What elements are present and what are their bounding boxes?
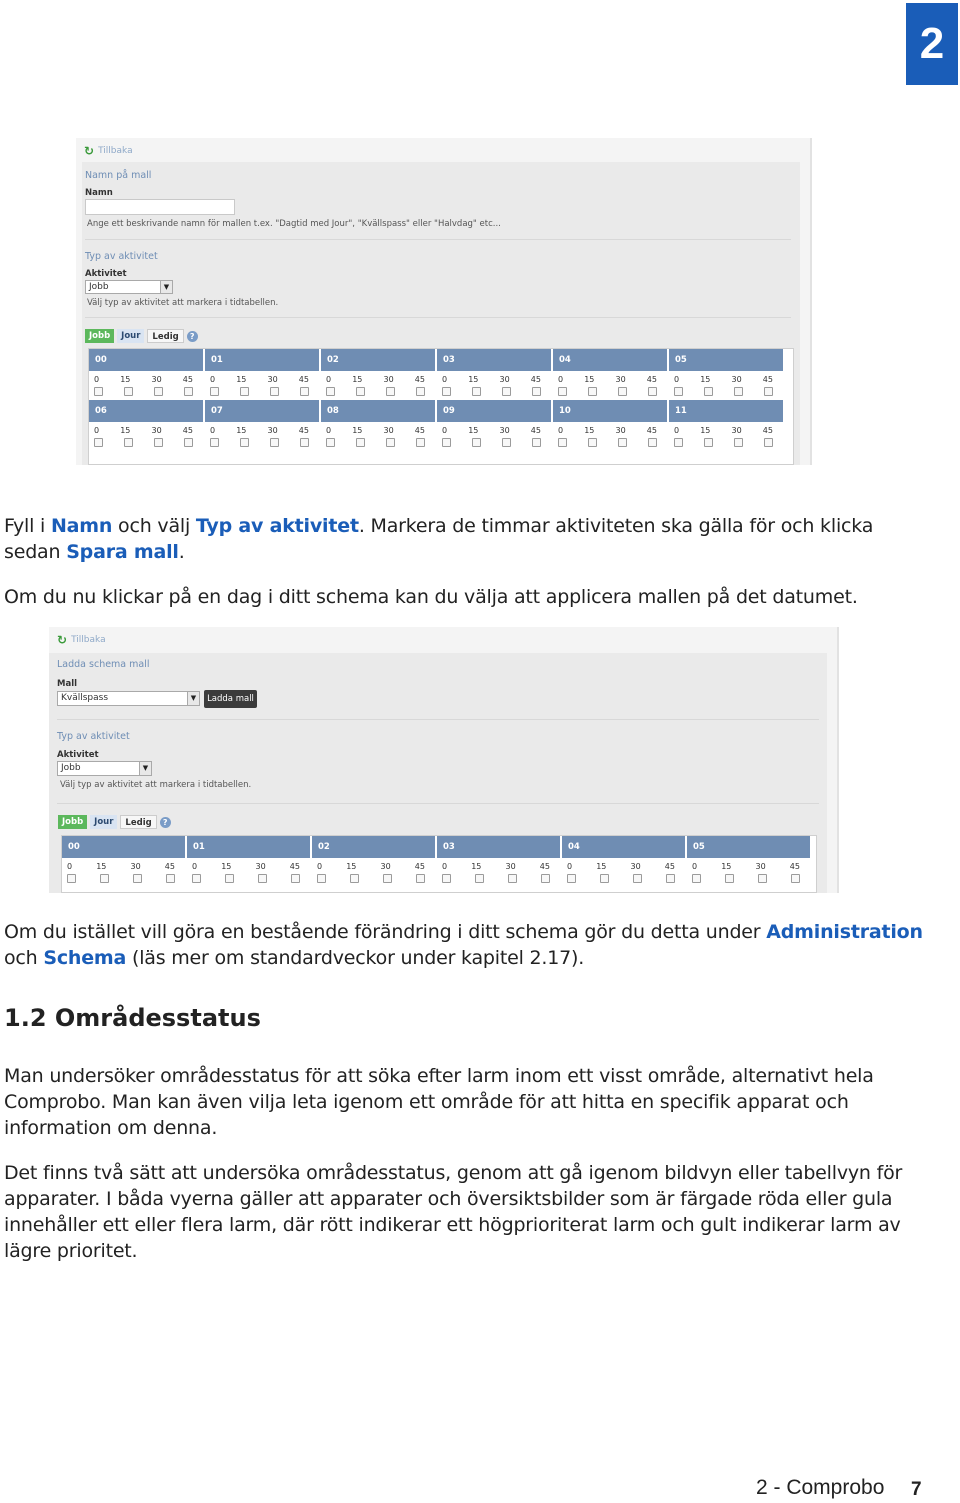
hour-block: [62, 836, 187, 883]
minute-checkbox[interactable]: [166, 874, 175, 883]
minute-label: 30: [267, 375, 278, 384]
minute-label: 0: [442, 862, 448, 871]
minute-checkboxes: [89, 435, 203, 447]
minute-label: 0: [674, 375, 680, 384]
minute-checkbox[interactable]: [674, 387, 683, 396]
minute-labels: [687, 858, 810, 871]
minute-label: 15: [236, 375, 247, 384]
activity-select[interactable]: Jobb ▼: [85, 280, 173, 294]
minute-checkboxes: [205, 384, 319, 396]
term-spara-mall: Spara mall: [66, 541, 179, 563]
minute-label: 15: [471, 862, 482, 871]
minute-label: 30: [255, 862, 266, 871]
minute-checkbox[interactable]: [541, 874, 550, 883]
hour-block: [205, 400, 321, 447]
chevron-down-icon: ▼: [187, 692, 199, 705]
minute-checkbox[interactable]: [326, 387, 335, 396]
minute-checkboxes: [437, 384, 551, 396]
minute-label: 0: [210, 375, 216, 384]
minute-checkbox[interactable]: [300, 438, 309, 447]
footer-label: 2 - Comprobo: [756, 1476, 885, 1499]
minute-checkbox[interactable]: [270, 387, 279, 396]
minute-checkbox[interactable]: [475, 874, 484, 883]
minute-checkboxes: [62, 871, 185, 883]
hour-block: [562, 836, 687, 883]
minute-checkboxes: [321, 435, 435, 447]
minute-label: 15: [700, 426, 711, 435]
minute-checkbox[interactable]: [386, 387, 395, 396]
hour-block: [321, 349, 437, 396]
screenshot-load-template: [49, 627, 839, 893]
minute-label: 30: [383, 375, 394, 384]
minute-checkbox[interactable]: [67, 874, 76, 883]
hour-header[interactable]: 01: [205, 349, 319, 371]
minute-checkbox[interactable]: [600, 874, 609, 883]
minute-checkbox[interactable]: [567, 874, 576, 883]
minute-labels: [321, 371, 435, 384]
minute-label: 45: [762, 426, 773, 435]
hour-header[interactable]: 05: [669, 349, 783, 371]
chevron-down-icon: ▼: [139, 762, 151, 775]
minute-checkbox[interactable]: [666, 874, 675, 883]
minute-label: 45: [762, 375, 773, 384]
hour-row: [89, 400, 793, 447]
minute-label: 30: [130, 862, 141, 871]
minute-label: 30: [630, 862, 641, 871]
minute-checkbox[interactable]: [383, 874, 392, 883]
back-link[interactable]: ↻ Tillbaka: [57, 633, 106, 647]
minute-checkboxes: [562, 871, 685, 883]
minute-checkboxes: [205, 435, 319, 447]
paragraph-apply-template: Om du nu klickar på en dag i ditt schema kan du välja att applicera mallen på det datumet.: [4, 586, 858, 608]
minute-label: 45: [298, 426, 309, 435]
back-link[interactable]: ↻ Tillbaka: [84, 144, 133, 158]
section-title: Namn på mall: [85, 170, 152, 181]
minute-label: 15: [352, 375, 363, 384]
minute-labels: [553, 422, 667, 435]
minute-checkboxes: [669, 384, 783, 396]
minute-checkbox[interactable]: [588, 438, 597, 447]
hour-block: [553, 400, 669, 447]
minute-label: 45: [664, 862, 675, 871]
chevron-down-icon: ▼: [160, 281, 172, 293]
hour-block: [89, 400, 205, 447]
minute-checkbox[interactable]: [416, 438, 425, 447]
minute-labels: [562, 858, 685, 871]
minute-checkbox[interactable]: [291, 874, 300, 883]
minute-label: 15: [96, 862, 107, 871]
minute-label: 0: [692, 862, 698, 871]
back-arrow-icon: ↻: [57, 633, 68, 647]
template-label: Mall: [57, 679, 78, 689]
minute-checkbox[interactable]: [356, 438, 365, 447]
hour-block: [437, 349, 553, 396]
minute-label: 30: [505, 862, 516, 871]
legend-jobb[interactable]: Jobb: [85, 329, 114, 343]
legend-ledig[interactable]: Ledig: [147, 329, 183, 343]
term-administration: Administration: [766, 921, 923, 943]
minute-label: 0: [674, 426, 680, 435]
back-arrow-icon: ↻: [84, 144, 95, 158]
minute-checkbox[interactable]: [184, 387, 193, 396]
section-title: Ladda schema mall: [57, 659, 150, 670]
minute-checkbox[interactable]: [192, 874, 201, 883]
minute-checkboxes: [553, 384, 667, 396]
minute-checkbox[interactable]: [502, 387, 511, 396]
minute-label: 45: [530, 426, 541, 435]
minute-labels: [669, 422, 783, 435]
hour-header[interactable]: 11: [669, 400, 783, 422]
minute-label: 30: [267, 426, 278, 435]
form-card: [49, 653, 827, 893]
legend-jour[interactable]: Jour: [117, 329, 144, 343]
minute-label: 0: [558, 375, 564, 384]
minute-checkbox[interactable]: [225, 874, 234, 883]
minute-label: 15: [584, 375, 595, 384]
minute-checkbox[interactable]: [633, 874, 642, 883]
minute-checkbox[interactable]: [270, 438, 279, 447]
minute-checkbox[interactable]: [758, 874, 767, 883]
minute-label: 0: [567, 862, 573, 871]
minute-checkboxes: [669, 435, 783, 447]
hour-header[interactable]: 05: [687, 836, 810, 858]
hour-header[interactable]: 02: [312, 836, 435, 858]
hour-block: [205, 349, 321, 396]
divider: [85, 239, 791, 240]
minute-label: 30: [499, 375, 510, 384]
minute-label: 0: [442, 375, 448, 384]
hour-header[interactable]: 00: [89, 349, 203, 371]
minute-checkbox[interactable]: [210, 387, 219, 396]
minute-checkboxes: [437, 435, 551, 447]
minute-checkbox[interactable]: [416, 387, 425, 396]
minute-label: 30: [615, 426, 626, 435]
hour-header[interactable]: 04: [562, 836, 685, 858]
minute-label: 0: [94, 426, 100, 435]
name-hint: Ange ett beskrivande namn för mallen t.ex. "Dagtid med Jour", "Kvällspass" eller "Halvdag" etc...: [87, 219, 501, 229]
legend-jobb[interactable]: Jobb: [58, 815, 87, 829]
minute-label: 30: [151, 375, 162, 384]
term-schema: Schema: [43, 947, 127, 969]
hour-header[interactable]: 07: [205, 400, 319, 422]
minute-labels: [321, 422, 435, 435]
minute-label: 15: [352, 426, 363, 435]
legend-ledig[interactable]: Ledig: [120, 815, 156, 829]
hour-header[interactable]: 01: [187, 836, 310, 858]
minute-checkbox[interactable]: [704, 438, 713, 447]
paragraph-area-status: Man undersöker områdesstatus för att söka efter larm inom ett visst område, alternativt hela Comprobo. Man kan även vilja leta igenom ett område för att hitta en specifik apparat och information om denna.: [4, 1065, 874, 1139]
chapter-number: 2: [919, 19, 945, 68]
minute-label: 15: [721, 862, 732, 871]
hour-block: [437, 836, 562, 883]
section-heading: 1.2 Områdesstatus: [4, 1004, 261, 1032]
paragraph-views: Det finns två sätt att undersöka områdesstatus, genom att gå igenom bildvyn eller tabellvyn för apparater. I båda vyerna gäller att apparater och översiktsbilder som är färgade röda eller gula innehåller ett eller flera larm, där rött indikerar ett högprioriterat larm och gult indikerar larm av lägre prioritet.: [4, 1162, 903, 1262]
minute-label: 30: [731, 426, 742, 435]
minute-label: 45: [414, 862, 425, 871]
activity-select[interactable]: Jobb ▼: [57, 761, 152, 776]
hour-header[interactable]: 02: [321, 349, 435, 371]
minute-checkbox[interactable]: [442, 438, 451, 447]
minute-label: 15: [236, 426, 247, 435]
hour-block: [187, 836, 312, 883]
minute-label: 30: [755, 862, 766, 871]
minute-label: 0: [67, 862, 73, 871]
minute-labels: [553, 371, 667, 384]
hour-block: [669, 400, 785, 447]
hour-block: [669, 349, 785, 396]
hour-header[interactable]: 03: [437, 836, 560, 858]
minute-checkbox[interactable]: [442, 874, 451, 883]
minute-checkbox[interactable]: [416, 874, 425, 883]
load-template-button[interactable]: Ladda mall: [204, 690, 257, 708]
form-card: [82, 162, 800, 465]
legend-jour[interactable]: Jour: [90, 815, 117, 829]
minute-checkbox[interactable]: [154, 387, 163, 396]
minute-checkbox[interactable]: [472, 387, 481, 396]
minute-label: 45: [530, 375, 541, 384]
minute-checkbox[interactable]: [618, 387, 627, 396]
minute-checkboxes: [553, 435, 667, 447]
hour-block: [437, 400, 553, 447]
hour-header[interactable]: 03: [437, 349, 551, 371]
minute-checkbox[interactable]: [94, 387, 103, 396]
hour-header[interactable]: 04: [553, 349, 667, 371]
page-number: 7: [911, 1479, 922, 1500]
minute-checkbox[interactable]: [532, 438, 541, 447]
hour-header[interactable]: 10: [553, 400, 667, 422]
minute-label: 45: [298, 375, 309, 384]
minute-label: 15: [221, 862, 232, 871]
minute-checkbox[interactable]: [674, 438, 683, 447]
minute-checkbox[interactable]: [326, 438, 335, 447]
minute-checkbox[interactable]: [558, 387, 567, 396]
divider: [57, 803, 819, 804]
minute-labels: [312, 858, 435, 871]
hour-block: [687, 836, 812, 883]
minute-checkbox[interactable]: [124, 387, 133, 396]
minute-labels: [205, 371, 319, 384]
name-input[interactable]: [85, 199, 235, 215]
hour-header[interactable]: 06: [89, 400, 203, 422]
minute-checkbox[interactable]: [734, 438, 743, 447]
minute-label: 0: [326, 375, 332, 384]
minute-checkbox[interactable]: [764, 438, 773, 447]
minute-label: 30: [731, 375, 742, 384]
minute-checkbox[interactable]: [154, 438, 163, 447]
activity-hint: Välj typ av aktivitet att markera i tidtabellen.: [60, 780, 252, 790]
divider: [57, 719, 819, 720]
activity-hint: Välj typ av aktivitet att markera i tidtabellen.: [87, 298, 279, 308]
hour-header[interactable]: 00: [62, 836, 185, 858]
minute-checkbox[interactable]: [240, 438, 249, 447]
minute-checkbox[interactable]: [317, 874, 326, 883]
minute-checkbox[interactable]: [100, 874, 109, 883]
minute-checkbox[interactable]: [240, 387, 249, 396]
minute-checkbox[interactable]: [648, 438, 657, 447]
minute-checkbox[interactable]: [734, 387, 743, 396]
term-namn: Namn: [50, 515, 113, 537]
minute-label: 30: [151, 426, 162, 435]
screenshot-save-template: [76, 138, 812, 465]
minute-label: 45: [646, 375, 657, 384]
minute-label: 45: [789, 862, 800, 871]
minute-label: 0: [558, 426, 564, 435]
paragraph-administration: Om du istället vill göra en bestående förändring i ditt schema gör du detta under Administration och Schema (läs mer om standardveckor under kapitel 2.17).: [4, 921, 923, 969]
minute-labels: [669, 371, 783, 384]
minute-checkbox[interactable]: [184, 438, 193, 447]
minute-label: 30: [615, 375, 626, 384]
minute-checkbox[interactable]: [791, 874, 800, 883]
term-typ-av-aktivitet: Typ av aktivitet: [195, 515, 359, 537]
minute-label: 15: [700, 375, 711, 384]
minute-label: 45: [414, 426, 425, 435]
activity-legend: [58, 815, 171, 829]
hour-block: [321, 400, 437, 447]
minute-checkbox[interactable]: [350, 874, 359, 883]
minute-checkbox[interactable]: [532, 387, 541, 396]
minute-checkbox[interactable]: [356, 387, 365, 396]
minute-label: 45: [539, 862, 550, 871]
minute-checkbox[interactable]: [94, 438, 103, 447]
minute-checkbox[interactable]: [725, 874, 734, 883]
minute-checkboxes: [687, 871, 810, 883]
hour-grid: [61, 835, 817, 893]
minute-labels: [89, 371, 203, 384]
paragraph-instructions: Fyll i Namn och välj Typ av aktivitet. Markera de timmar aktiviteten ska gälla för och klicka sedan Spara mall.: [4, 515, 874, 563]
minute-checkboxes: [89, 384, 203, 396]
minute-checkboxes: [437, 871, 560, 883]
minute-label: 15: [596, 862, 607, 871]
minute-label: 45: [182, 426, 193, 435]
chapter-tab: [906, 3, 958, 85]
minute-label: 45: [646, 426, 657, 435]
minute-label: 45: [414, 375, 425, 384]
template-select[interactable]: Kvällspass ▼: [57, 691, 200, 706]
minute-checkbox[interactable]: [386, 438, 395, 447]
minute-checkbox[interactable]: [558, 438, 567, 447]
minute-label: 30: [499, 426, 510, 435]
minute-labels: [437, 371, 551, 384]
minute-checkboxes: [187, 871, 310, 883]
minute-label: 45: [164, 862, 175, 871]
minute-label: 0: [326, 426, 332, 435]
minute-checkbox[interactable]: [502, 438, 511, 447]
minute-labels: [89, 422, 203, 435]
hour-grid: [88, 348, 794, 465]
minute-label: 45: [289, 862, 300, 871]
minute-labels: [187, 858, 310, 871]
minute-checkbox[interactable]: [648, 387, 657, 396]
minute-label: 0: [94, 375, 100, 384]
minute-label: 0: [210, 426, 216, 435]
divider: [85, 317, 791, 318]
minute-checkbox[interactable]: [692, 874, 701, 883]
minute-checkbox[interactable]: [508, 874, 517, 883]
minute-checkbox[interactable]: [472, 438, 481, 447]
minute-checkbox[interactable]: [704, 387, 713, 396]
minute-label: 45: [182, 375, 193, 384]
activity-section-title: Typ av aktivitet: [85, 251, 158, 262]
activity-label: Aktivitet: [85, 269, 127, 279]
minute-label: 15: [468, 426, 479, 435]
hour-block: [553, 349, 669, 396]
minute-checkbox[interactable]: [442, 387, 451, 396]
help-icon[interactable]: ?: [160, 817, 171, 828]
minute-label: 15: [346, 862, 357, 871]
minute-checkbox[interactable]: [210, 438, 219, 447]
minute-label: 15: [120, 426, 131, 435]
minute-checkbox[interactable]: [764, 387, 773, 396]
minute-labels: [437, 422, 551, 435]
hour-header[interactable]: 08: [321, 400, 435, 422]
hour-row: [62, 836, 816, 883]
minute-label: 0: [442, 426, 448, 435]
minute-label: 30: [380, 862, 391, 871]
minute-checkbox[interactable]: [258, 874, 267, 883]
activity-legend: [85, 329, 198, 343]
help-icon[interactable]: ?: [187, 331, 198, 342]
minute-label: 15: [468, 375, 479, 384]
hour-row: [89, 349, 793, 396]
minute-label: 0: [192, 862, 198, 871]
minute-checkboxes: [321, 384, 435, 396]
hour-block: [89, 349, 205, 396]
minute-labels: [62, 858, 185, 871]
name-label: Namn: [85, 188, 113, 198]
minute-label: 0: [317, 862, 323, 871]
minute-checkbox[interactable]: [588, 387, 597, 396]
minute-checkbox[interactable]: [618, 438, 627, 447]
minute-checkboxes: [312, 871, 435, 883]
hour-header[interactable]: 09: [437, 400, 551, 422]
minute-checkbox[interactable]: [133, 874, 142, 883]
hour-block: [312, 836, 437, 883]
minute-label: 15: [120, 375, 131, 384]
minute-labels: [437, 858, 560, 871]
activity-label: Aktivitet: [57, 750, 99, 760]
minute-labels: [205, 422, 319, 435]
minute-label: 30: [383, 426, 394, 435]
minute-checkbox[interactable]: [124, 438, 133, 447]
minute-checkbox[interactable]: [300, 387, 309, 396]
activity-section-title: Typ av aktivitet: [57, 731, 130, 742]
minute-label: 15: [584, 426, 595, 435]
